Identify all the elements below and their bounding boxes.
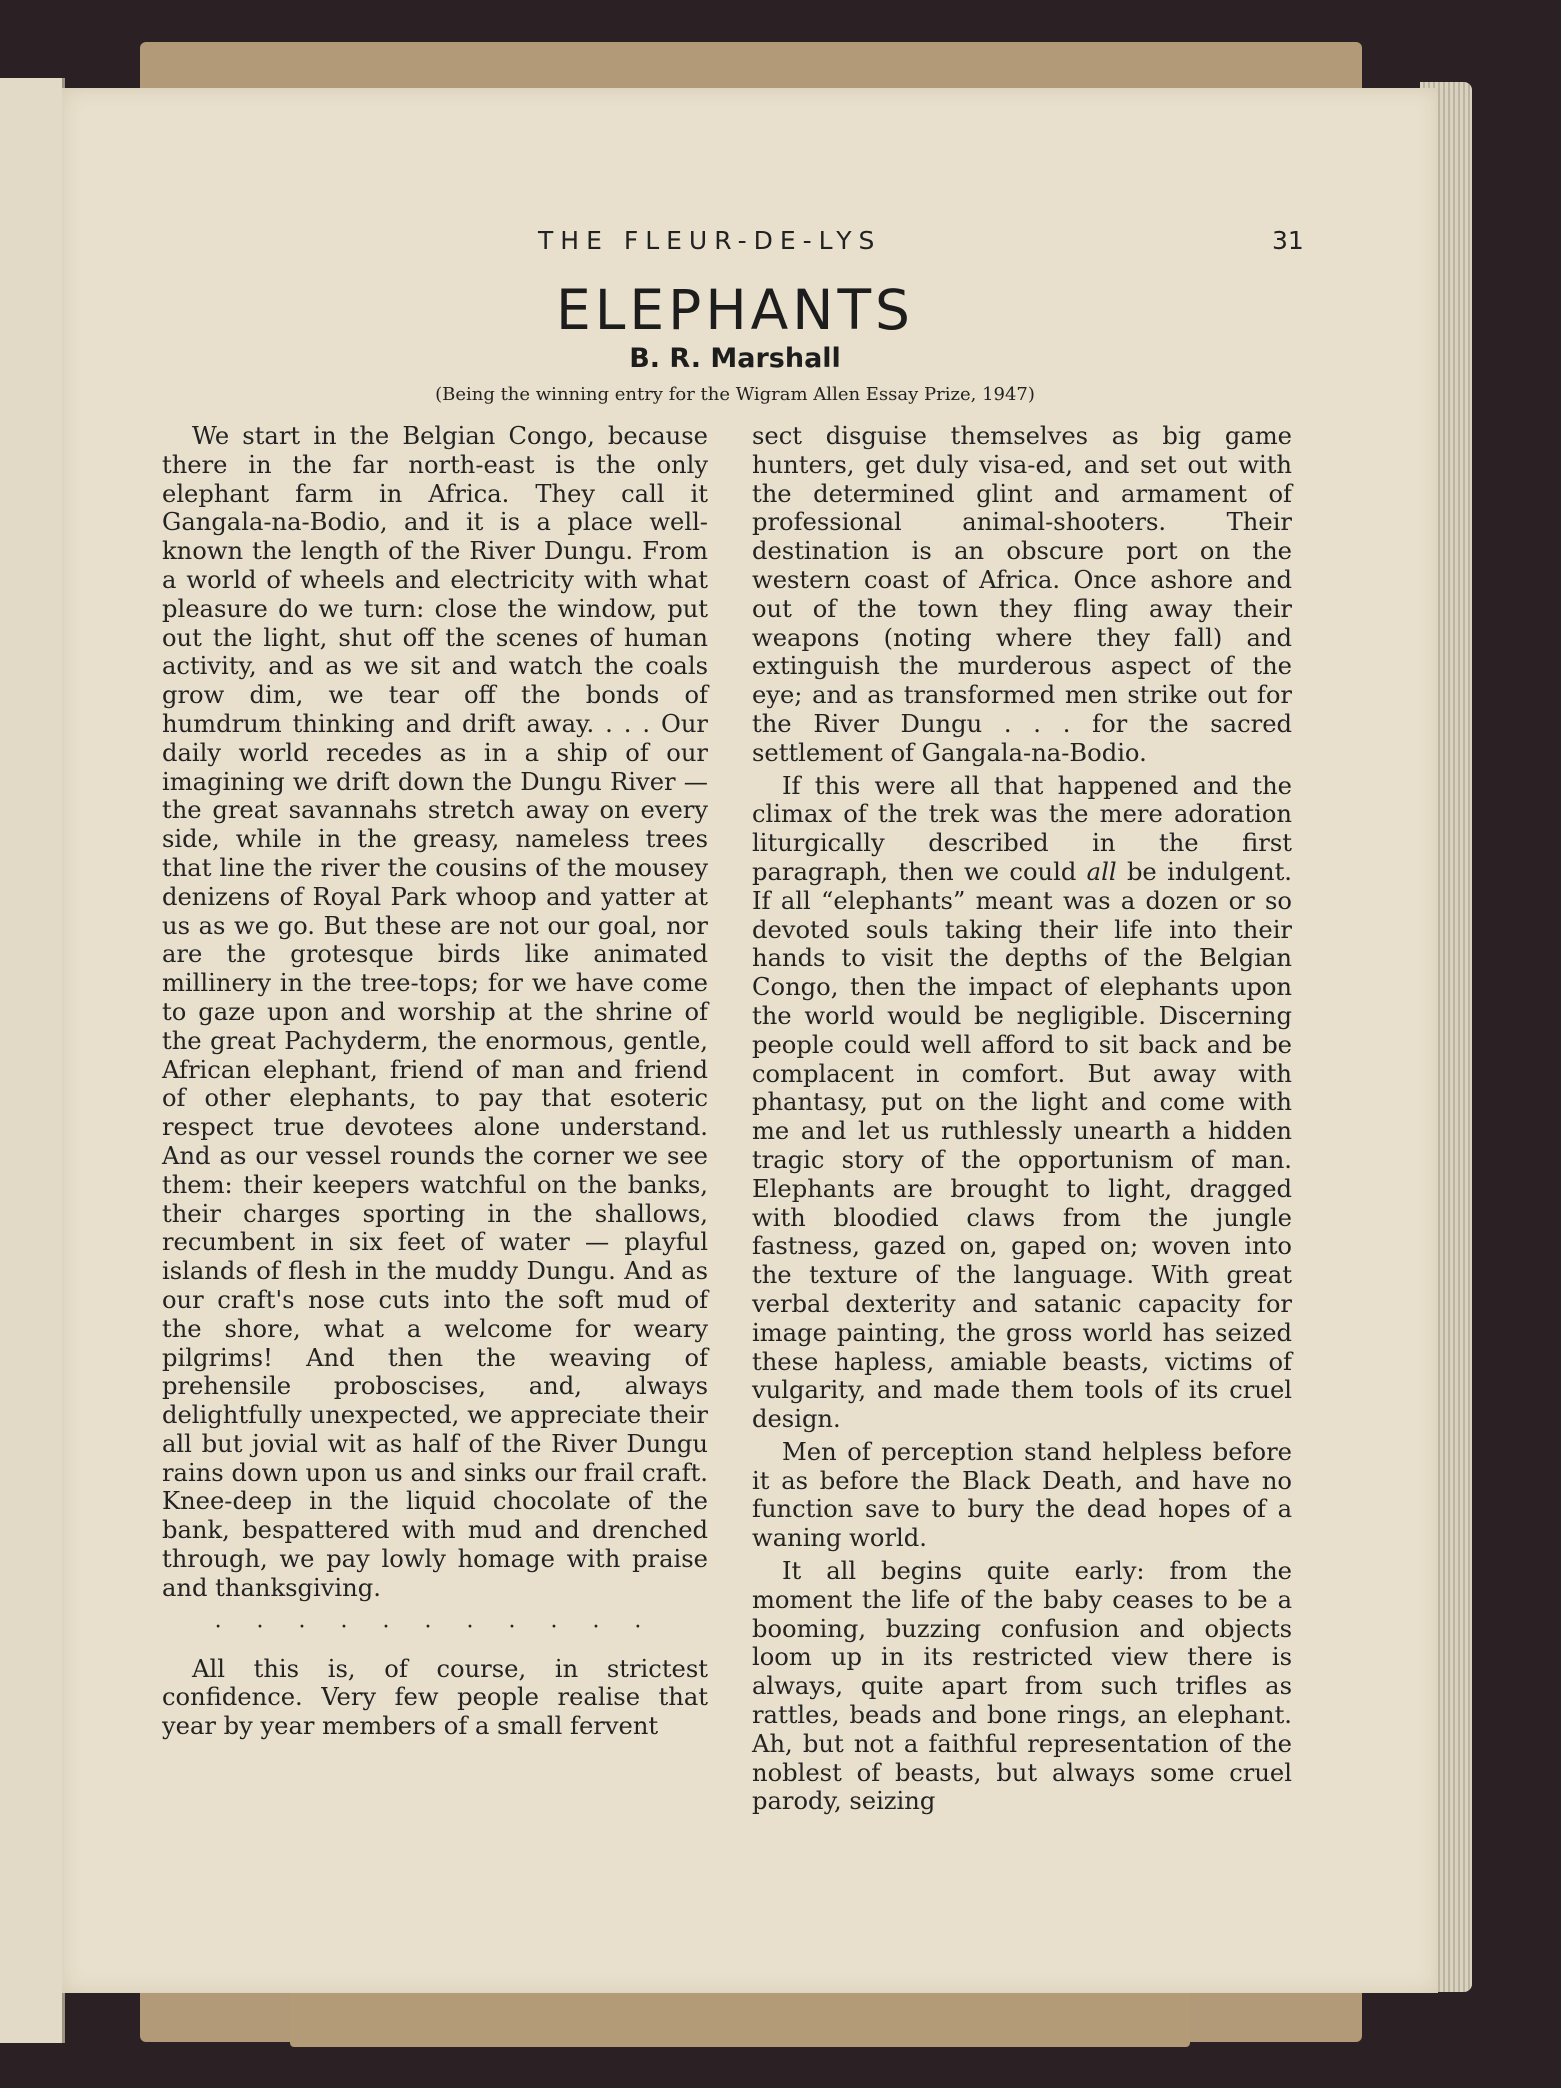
paragraph-text: If this were all that happened and the climax of the trek was the mere adoration liturgically described in the first paragraph, then we could — [752, 771, 1292, 886]
running-head: THE FLEUR-DE-LYS — [538, 226, 882, 255]
paragraph: sect disguise themselves as big game hunters, get duly visa-ed, and set out with the determined glint and armament of professional animal-shooters. Their destination is an obscure port on the western coast of Africa. Once ashore and out of the town they fling away their weapons (noting where they fall) and extinguish the murderous aspect of the eye; and as transformed men strike out for the River Dungu . . . for the sacred settlement of Gangala-na-Bodio. — [752, 422, 1292, 767]
paragraph — [752, 772, 1292, 1434]
article-title: ELEPHANTS — [556, 278, 914, 342]
paragraph: Men of perception stand helpless before it as before the Black Death, and have no function save to bury the dead hopes of a waning world. — [752, 1437, 1292, 1553]
section-separator: · · · · · · · · · · · — [214, 1614, 656, 1640]
page-number: 31 — [1272, 226, 1304, 255]
paragraph: All this is, of course, in strictest confidence. Very few people realise that year by year members of a small fervent — [162, 1654, 708, 1741]
paragraph-text: be indulgent. If all “elephants” meant was a dozen or so devoted souls taking their life into their hands to visit the depths of the Belgian Congo, then the impact of elephants upon the world would be negligible. Discerning people could well afford to sit back and be complacent in comfort. But away with phantasy, put on the light and come with me and let us ruthlessly unearth a hidden tragic story of the opportunism of man. Elephants are brought to light, dragged with bloodied claws from the jungle fastness, gazed on, gaped on; woven into the texture of the language. With great verbal dexterity and satanic capacity for image painting, the gross world has seized these hapless, amiable beasts, victims of vulgarity, and made them tools of its cruel design. — [752, 857, 1292, 1434]
backing-board-tab — [290, 1985, 1190, 2047]
article-author: B. R. Marshall — [629, 343, 841, 374]
paragraph: It all begins quite early: from the moment the life of the baby ceases to be a booming, buzzing confusion and objects loom up in its restricted view there is always, quite apart from such trifles as rattles, beads and bone rings, an elephant. Ah, but not a faithful representation of the noblest of beasts, but always some cruel parody, seizing — [752, 1557, 1292, 1816]
paragraph: We start in the Belgian Congo, because there in the far north-east is the only elephant farm in Africa. They call it Gangala-na-Bodio, and it is a place well-known the length of the River Dungu. From a world of wheels and electricity with what pleasure do we turn: close the window, put out the light, shut off the scenes of human activity, and as we sit and watch the coals grow dim, we tear off the bonds of humdrum thinking and drift away. . . . Our daily world recedes as in a ship of our imagining we drift down the Dungu River — the great savannahs stretch away on every side, while in the greasy, nameless trees that line the river the cousins of the mousey denizens of Royal Park whoop and yatter at us as we go. But these are not our goal, nor are the grotesque birds like animated millinery in the tree-tops; for we have come to gaze upon and worship at the shrine of the great Pachyderm, the enormous, gentle, African elephant, friend of man and friend of other elephants, to pay that esoteric respect true devotees alone understand. And as our vessel rounds the corner we see them: their keepers watchful on the banks, their charges sporting in the shallows, recumbent in six feet of water — playful islands of flesh in the muddy Dungu. And as our craft's nose cuts into the soft mud of the shore, what a welcome for weary pilgrims! And then the weaving of prehensile proboscises, and, always delightfully unexpected, we appreciate their all but jovial wit as half of the River Dungu rains down upon us and sinks our frail craft. Knee-deep in the liquid chocolate of the bank, bespattered with mud and drenched through, we pay lowly homage with praise and thanksgiving. — [162, 422, 708, 1602]
article-subtitle: (Being the winning entry for the Wigram Allen Essay Prize, 1947) — [435, 384, 1035, 405]
right-column — [752, 422, 1292, 1816]
left-column — [162, 422, 708, 1741]
emphasis-text: all — [1086, 857, 1117, 886]
